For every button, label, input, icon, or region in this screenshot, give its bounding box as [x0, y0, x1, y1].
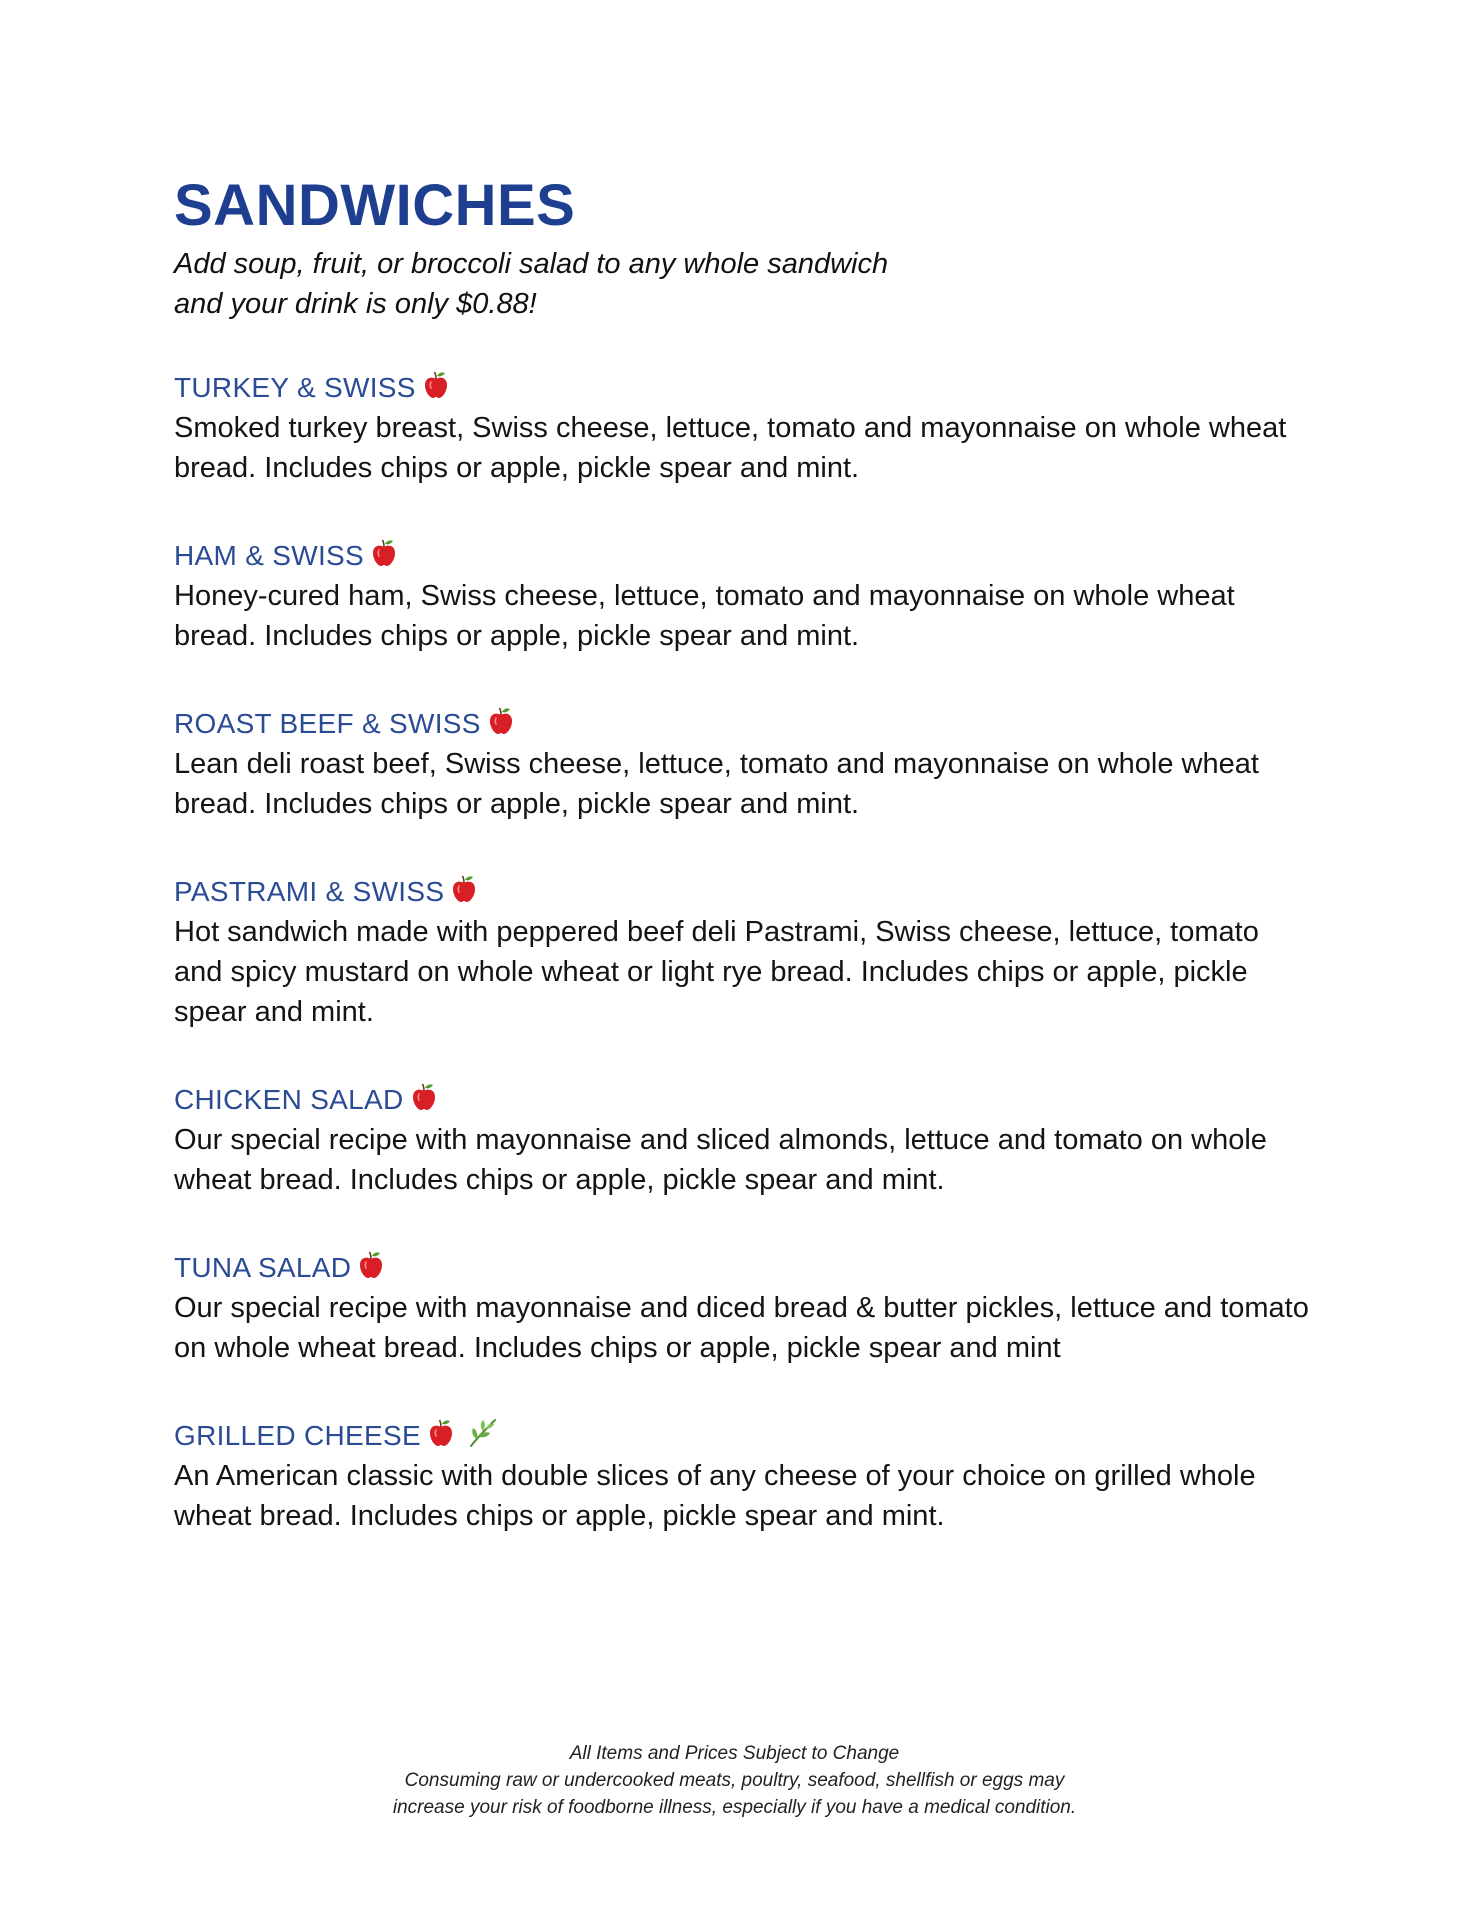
item-name-row [174, 1248, 1314, 1288]
item-name-row [174, 872, 1314, 912]
menu-item [174, 1080, 1314, 1200]
footer-line: Consuming raw or undercooked meats, poultry, seafood, shellfish or eggs may [404, 1770, 1065, 1791]
item-name-row [174, 368, 1314, 408]
menu-items [174, 368, 1314, 1536]
item-name: GRILLED CHEESE [174, 1420, 421, 1451]
menu-item [174, 872, 1314, 1032]
apple-icon [410, 1082, 438, 1110]
item-name: HAM & SWISS [174, 540, 364, 571]
page-title: SANDWICHES [174, 173, 576, 238]
apple-icon [422, 370, 450, 398]
item-name: CHICKEN SALAD [174, 1084, 404, 1115]
item-description: Smoked turkey breast, Swiss cheese, lettuce, tomato and mayonnaise on whole wheat bread. Includes chips or apple, pickle spear and mint. [174, 412, 1287, 484]
item-name-row [174, 704, 1314, 744]
apple-icon [450, 874, 478, 902]
item-description: Honey-cured ham, Swiss cheese, lettuce, tomato and mayonnaise on whole wheat bread. Includes chips or apple, pickle spear and mint. [174, 580, 1235, 652]
item-name: TURKEY & SWISS [174, 372, 416, 403]
item-name-row [174, 1080, 1314, 1120]
apple-icon [487, 706, 515, 734]
item-name-row [174, 536, 1314, 576]
item-description: Our special recipe with mayonnaise and diced bread & butter pickles, lettuce and tomato on whole wheat bread. Includes chips or apple, pickle spear and mint [174, 1292, 1309, 1364]
menu-item [174, 1248, 1314, 1368]
item-name: TUNA SALAD [174, 1252, 352, 1283]
menu-item [174, 368, 1314, 488]
footer-disclaimer [0, 1740, 1469, 1821]
item-name: ROAST BEEF & SWISS [174, 708, 481, 739]
menu-item [174, 536, 1314, 656]
leaf-icon [465, 1416, 499, 1450]
intro-text [174, 244, 1314, 324]
menu-item [174, 1416, 1314, 1536]
item-description: Hot sandwich made with peppered beef deli Pastrami, Swiss cheese, lettuce, tomato and spicy mustard on whole wheat or light rye bread. Includes chips or apple, pickle spear and mint. [174, 916, 1259, 1028]
apple-icon [370, 538, 398, 566]
footer-line: All Items and Prices Subject to Change [569, 1743, 900, 1764]
item-name-row [174, 1416, 1314, 1456]
item-description: Our special recipe with mayonnaise and sliced almonds, lettuce and tomato on whole wheat bread. Includes chips or apple, pickle spear and mint. [174, 1124, 1267, 1196]
item-description: Lean deli roast beef, Swiss cheese, lettuce, tomato and mayonnaise on whole wheat bread. Includes chips or apple, pickle spear and mint. [174, 748, 1259, 820]
intro-line: Add soup, fruit, or broccoli salad to any whole sandwich [174, 248, 889, 280]
menu-page [174, 170, 1314, 1584]
intro-line: and your drink is only $0.88! [174, 288, 537, 320]
apple-icon [357, 1250, 385, 1278]
apple-icon [427, 1418, 455, 1446]
item-name: PASTRAMI & SWISS [174, 876, 445, 907]
item-description: An American classic with double slices of any cheese of your choice on grilled whole wheat bread. Includes chips or apple, pickle spear and mint. [174, 1460, 1256, 1532]
footer-line: increase your risk of foodborne illness, especially if you have a medical condition. [392, 1797, 1077, 1818]
menu-item [174, 704, 1314, 824]
